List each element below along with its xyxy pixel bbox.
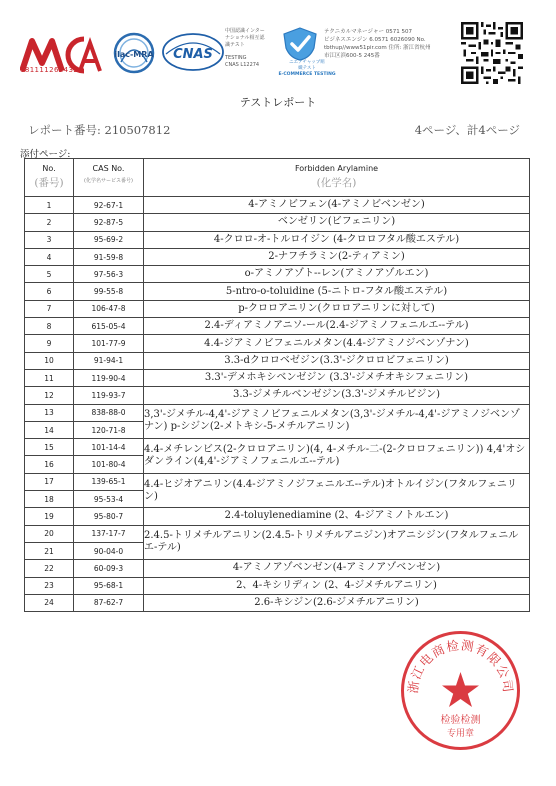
cell-cas: 92-87-5 bbox=[74, 214, 144, 231]
ilac-mra-logo bbox=[109, 32, 159, 78]
cell-cas: 97-56-3 bbox=[74, 266, 144, 283]
table-row bbox=[25, 352, 530, 369]
header-no-sub: (番号) bbox=[34, 177, 64, 189]
header-no bbox=[25, 159, 74, 197]
contact-line: ビジネスエンジン 6.0571 6026090 No. bbox=[324, 37, 426, 43]
ilac-mra-text: ilac-MRA bbox=[114, 50, 154, 59]
cell-cas: 615-05-4 bbox=[74, 318, 144, 335]
cell-name: 2-ナフチラミン(2-ティアミン) bbox=[144, 248, 530, 265]
cell-name: p-クロロアニリン(クロロアニリンに対して) bbox=[144, 300, 530, 317]
cell-no: 20 bbox=[25, 525, 74, 542]
cell-cas: 838-88-0 bbox=[74, 404, 144, 421]
cell-no: 7 bbox=[25, 300, 74, 317]
table-row bbox=[25, 404, 530, 421]
attachment-label: 添付ページ: bbox=[20, 149, 71, 160]
cell-cas: 95-80-7 bbox=[74, 508, 144, 525]
cell-name: 3,3'-ジメチル-4,4'-ジアミノビフェニルメタン(3,3'-ジメチル-4,4'-ジアミノジベンゾナン) p-シジン(2-メトキシ-5-メチルアニリン) bbox=[144, 404, 530, 439]
table-row bbox=[25, 560, 530, 577]
table-row bbox=[25, 439, 530, 456]
cell-name: 2、4-キシリディン (2、4-ジメチルアニリン) bbox=[144, 577, 530, 594]
table-row bbox=[25, 577, 530, 594]
cell-no: 19 bbox=[25, 508, 74, 525]
cell-no: 6 bbox=[25, 283, 74, 300]
cnas-caption-line: 中国認識インター bbox=[225, 28, 265, 34]
ecommerce-caption bbox=[275, 60, 339, 78]
qr-code bbox=[460, 22, 524, 84]
seal-ring-text: 浙江电商检测有限公司 bbox=[405, 637, 516, 695]
report-number: レポート番号: 210507812 bbox=[28, 123, 171, 137]
header-cas-label: CAS No. bbox=[92, 164, 125, 173]
table-row bbox=[25, 508, 530, 525]
cell-no: 9 bbox=[25, 335, 74, 352]
cell-no: 22 bbox=[25, 560, 74, 577]
cell-no: 5 bbox=[25, 266, 74, 283]
cnas-caption-line: CNAS L12274 bbox=[225, 62, 260, 68]
table-row bbox=[25, 473, 530, 490]
cell-cas: 106-47-8 bbox=[74, 300, 144, 317]
table-row bbox=[25, 335, 530, 352]
cnas-text: CNAS bbox=[173, 47, 213, 62]
table-row bbox=[25, 369, 530, 386]
cell-no: 10 bbox=[25, 352, 74, 369]
table-row bbox=[25, 300, 530, 317]
ecommerce-shield-icon bbox=[280, 26, 320, 62]
cell-cas: 139-65-1 bbox=[74, 473, 144, 490]
seal-star-icon bbox=[442, 672, 479, 707]
cell-no: 3 bbox=[25, 231, 74, 248]
cell-no: 15 bbox=[25, 439, 74, 456]
cell-name: 2.4-ディアミノアニソ-ール(2.4-ジアミノフェニルエ-‐テル) bbox=[144, 318, 530, 335]
header-logos bbox=[20, 22, 540, 84]
header-cas-sub: (化学名サービス番号) bbox=[84, 178, 133, 184]
ecommerce-caption-line: ニエアチャップ組 bbox=[289, 60, 325, 65]
table-row bbox=[25, 318, 530, 335]
cell-cas: 95-68-1 bbox=[74, 577, 144, 594]
cell-name: 3.3-dクロロベゼジン(3.3'-ジクロロビフェニリン) bbox=[144, 352, 530, 369]
cell-cas: 119-90-4 bbox=[74, 369, 144, 386]
cell-cas: 101-14-4 bbox=[74, 439, 144, 456]
header-name-label: Forbidden Arylamine bbox=[294, 164, 379, 173]
cell-name: 3.3-ジメチルベンゼジン(3.3'-ジメチルビジン) bbox=[144, 387, 530, 404]
cell-cas: 90-04-0 bbox=[74, 542, 144, 559]
contact-line: 市江区滨600-5 245番 bbox=[324, 53, 380, 59]
table-header-row bbox=[25, 159, 530, 197]
header-no-label: No. bbox=[42, 164, 56, 173]
cell-no: 24 bbox=[25, 594, 74, 611]
cell-no: 12 bbox=[25, 387, 74, 404]
table-row bbox=[25, 594, 530, 611]
cell-no: 21 bbox=[25, 542, 74, 559]
cell-name: 4.4-メチレンビス(2-クロロアニリン)(4, 4-メチル-二-(2-クロロフェニリン)) 4,4'オシダンライン(4,4'-ジアミノフェニルエ-‐テル) bbox=[144, 439, 530, 474]
cell-no: 17 bbox=[25, 473, 74, 490]
cell-cas: 95-53-4 bbox=[74, 491, 144, 508]
cell-name: 4.4-ジアミノビフェニルメタン(4.4-ジアミノジベンゾナン) bbox=[144, 335, 530, 352]
cell-cas: 101-80-4 bbox=[74, 456, 144, 473]
ecommerce-caption-line: 織テスト bbox=[298, 66, 316, 71]
cell-name: ベンゼリン(ビフェニリン) bbox=[144, 214, 530, 231]
company-seal bbox=[398, 628, 523, 753]
table-row bbox=[25, 283, 530, 300]
cell-cas: 119-93-7 bbox=[74, 387, 144, 404]
contact-line: tbthup//www51pir.com 住所: 浙江省杭州 bbox=[324, 45, 431, 51]
cnas-caption-line: TESTING bbox=[225, 55, 247, 61]
cell-no: 2 bbox=[25, 214, 74, 231]
cell-no: 14 bbox=[25, 421, 74, 438]
cell-no: 11 bbox=[25, 369, 74, 386]
cell-no: 18 bbox=[25, 491, 74, 508]
cell-name: 2.4-toluylenediamine (2、4-ジアミノトルエン) bbox=[144, 508, 530, 525]
cell-no: 4 bbox=[25, 248, 74, 265]
cell-cas: 87-62-7 bbox=[74, 594, 144, 611]
cell-cas: 95-69-2 bbox=[74, 231, 144, 248]
cell-no: 13 bbox=[25, 404, 74, 421]
cell-no: 16 bbox=[25, 456, 74, 473]
cell-name: 3.3'-デメホキシベンゼジン (3.3'-ジメチオキシフェニリン) bbox=[144, 369, 530, 386]
table-row bbox=[25, 266, 530, 283]
table-row bbox=[25, 248, 530, 265]
cnas-caption-line: 識テスト bbox=[225, 42, 245, 48]
cell-name: 2.6-キシジン(2.6-ジメチルアニリン) bbox=[144, 594, 530, 611]
seal-line2: 专用章 bbox=[446, 729, 475, 739]
cell-name: 4-アミノビフェン(4-アミノビベンゼン) bbox=[144, 197, 530, 214]
contact-line: テクニカルマネージャー 0571 507 bbox=[324, 29, 412, 35]
cell-cas: 92-67-1 bbox=[74, 197, 144, 214]
header-name bbox=[144, 159, 530, 197]
cma-number: 181111262432 bbox=[20, 66, 79, 74]
cnas-logo bbox=[162, 30, 224, 74]
cnas-caption-line: ナショナル相互認 bbox=[225, 35, 265, 41]
cell-cas: 99-55-8 bbox=[74, 283, 144, 300]
cell-no: 1 bbox=[25, 197, 74, 214]
cell-cas: 91-59-8 bbox=[74, 248, 144, 265]
arylamine-table bbox=[24, 158, 530, 612]
cell-name: 4.4-ヒジオアニリン(4.4-ジアミノジフェニルエ-‐テル)オトルイジン(フタルフェニリン) bbox=[144, 473, 530, 508]
table-row bbox=[25, 525, 530, 542]
cell-cas: 120-71-8 bbox=[74, 421, 144, 438]
cell-cas: 137-17-7 bbox=[74, 525, 144, 542]
cell-name: 4-クロロ-オ-トルロイジン (4-クロロフタル酸エステル) bbox=[144, 231, 530, 248]
report-title: テストレポート bbox=[239, 96, 317, 109]
cell-name: 2.4.5-トリメチルアニリン(2.4.5-トリメチルアニジン)オアニシジン(フタルフェニルエ-テル) bbox=[144, 525, 530, 560]
header-name-sub: (化学名) bbox=[316, 177, 357, 189]
ecommerce-caption-line: E-COMMERCE TESTING bbox=[278, 72, 336, 77]
contact-info bbox=[324, 28, 464, 60]
header-cas bbox=[74, 159, 144, 197]
cell-cas: 91-94-1 bbox=[74, 352, 144, 369]
table-row bbox=[25, 387, 530, 404]
cell-cas: 60-09-3 bbox=[74, 560, 144, 577]
cell-name: o-アミノアゾト-‐レン(アミノアゾルエン) bbox=[144, 266, 530, 283]
cell-no: 23 bbox=[25, 577, 74, 594]
seal-line1: 检验检测 bbox=[440, 715, 481, 726]
cell-no: 8 bbox=[25, 318, 74, 335]
cell-name: 5-ntro-o-toluidine (5-ニトロ-フタル酸エステル) bbox=[144, 283, 530, 300]
table-row bbox=[25, 231, 530, 248]
table-row bbox=[25, 197, 530, 214]
table-row bbox=[25, 214, 530, 231]
page-count: 4ページ、計4ページ bbox=[414, 123, 520, 137]
cell-cas: 101-77-9 bbox=[74, 335, 144, 352]
cell-name: 4-アミノアゾベンゼン(4-アミノアゾベンゼン) bbox=[144, 560, 530, 577]
